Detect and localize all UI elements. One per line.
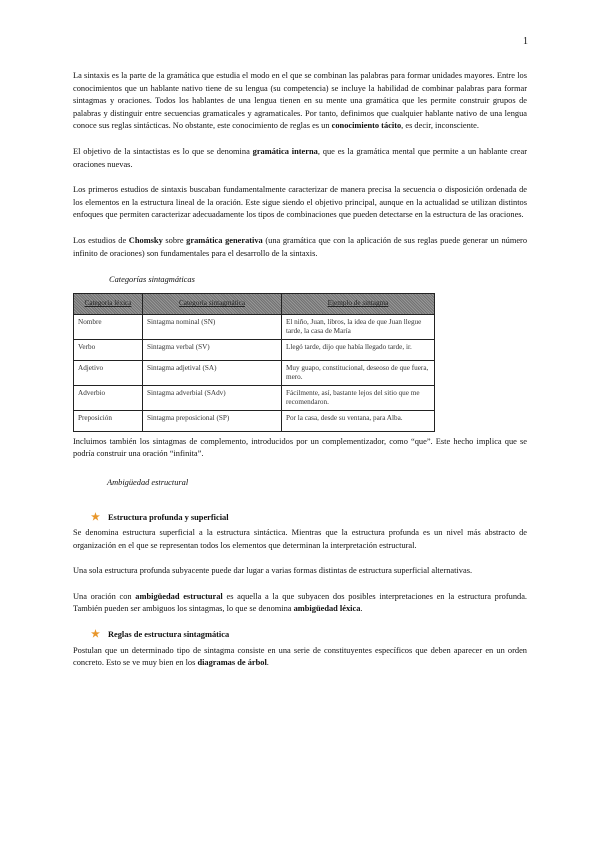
star-bullet-icon: ★	[91, 629, 100, 641]
paragraph-complement: Incluimos también los sintagmas de complemento, introducidos por un complementizador, como “que”. Este hecho implica que se podría construir una oración “infinita”.	[73, 436, 527, 459]
paragraph-ambiguity: Una oración con ambigüedad estructural es aquella a la que subyacen dos posibles interpretaciones en la estructura profunda. También pueden ser ambiguos los sintagmas, lo que se denomina ambigüedad léxica.	[73, 591, 528, 614]
table-row	[74, 360, 435, 385]
paragraph-deep-structure: Una sola estructura profunda subyacente puede dar lugar a varias formas distintas de estructura superficial alternativas.	[73, 566, 473, 576]
star-bullet-icon: ★	[91, 511, 100, 523]
table-cell: Preposición	[74, 410, 143, 431]
paragraph-early-studies: Los primeros estudios de sintaxis buscaban fundamentalmente caracterizar de manera precisa la secuencia o disposición ordenada de los elementos en la estructura lineal de la oración. Este sigue siendo el objetivo principal, aunque en la actualidad se utilizan distintos enfoques que permiten caracterizar adecuadamente los tipos de combinaciones que pueden detectarse en la estructura de las oraciones.	[73, 185, 527, 220]
section-title: Ambigüedad estructural	[107, 477, 189, 487]
table-cell: Adverbio	[74, 385, 143, 410]
table-cell: El niño, Juan, libros, la idea de que Juan llegue tarde, la casa de María	[282, 314, 435, 339]
table-caption: Categorías sintagmáticas	[109, 275, 195, 285]
page-number: 1	[523, 36, 528, 47]
paragraph-chomsky: Los estudios de Chomsky sobre gramática generativa (una gramática que con la aplicación de sus reglas puede generar un número infinito de oraciones) son fundamentales para el desarrollo de la sintaxis.	[73, 235, 528, 258]
table-row	[74, 339, 435, 360]
table-cell: Sintagma preposicional (SP)	[143, 410, 282, 431]
categories-table	[73, 293, 435, 432]
table-cell: Adjetivo	[74, 360, 143, 385]
table-cell: Sintagma adjetival (SA)	[143, 360, 282, 385]
table-row	[74, 385, 435, 410]
paragraph-objective: El objetivo de la sintactistas es lo que se denomina gramática interna, que es la gramática mental que permite a un hablante crear oraciones nuevas.	[73, 146, 527, 169]
table-cell: Verbo	[74, 339, 143, 360]
paragraph-intro: La sintaxis es la parte de la gramática que estudia el modo en el que se combinan las palabras para formar unidades mayores. Entre los conocimientos que un hablante nativo tiene de su lengua (su competencia) se incluye la habilidad de combinar palabras para formar sintagmas y oraciones. Todos los hablantes de una lengua tienen en su mente una gramática que les permite construir grupos de palabras y distinguir entre secuencias gramaticales y agramaticales. Por tanto, definimos que cualquier hablante nativo de una lengua conoce sus reglas sintácticas. No obstante, este conocimiento de reglas es un conocimiento tácito, es decir, inconsciente.	[73, 71, 527, 131]
table-cell: Sintagma verbal (SV)	[143, 339, 282, 360]
table-header-phrasal: Categoría sintagmática	[143, 293, 282, 314]
paragraph-phrase-rules: Postulan que un determinado tipo de sintagma consiste en una serie de constituyentes específicos que deben aparecer en un orden concreto. Esto se ve muy bien en los diagramas de árbol.	[73, 645, 527, 668]
table-cell: Fácilmente, así, bastante lejos del sitio que me recomendaron.	[282, 385, 435, 410]
table-cell: Nombre	[74, 314, 143, 339]
bullet-phrase-rules: ★ Reglas de estructura sintagmática	[91, 629, 230, 641]
table-row	[74, 314, 435, 339]
document-body	[73, 70, 527, 683]
table-row	[74, 410, 435, 431]
table-cell: Sintagma adverbial (SAdv)	[143, 385, 282, 410]
table-header-lexical: Categoría léxica	[74, 293, 143, 314]
table-cell: Sintagma nominal (SN)	[143, 314, 282, 339]
table-header-example: Ejemplo de sintagma	[282, 293, 435, 314]
table-cell: Muy guapo, constitucional, deseoso de que fuera, mero.	[282, 360, 435, 385]
table-cell: Por la casa, desde su ventana, para Alba.	[282, 410, 435, 431]
bullet-deep-surface: ★ Estructura profunda y superficial	[91, 511, 229, 523]
paragraph-surface-structure: Se denomina estructura superficial a la estructura sintáctica. Mientras que la estructura profunda es un nivel más abstracto de organización en el que se representan todos los elementos que determinan la interpretación estructural.	[73, 528, 527, 550]
table-cell: Llegó tarde, dijo que había llegado tarde, ir.	[282, 339, 435, 360]
